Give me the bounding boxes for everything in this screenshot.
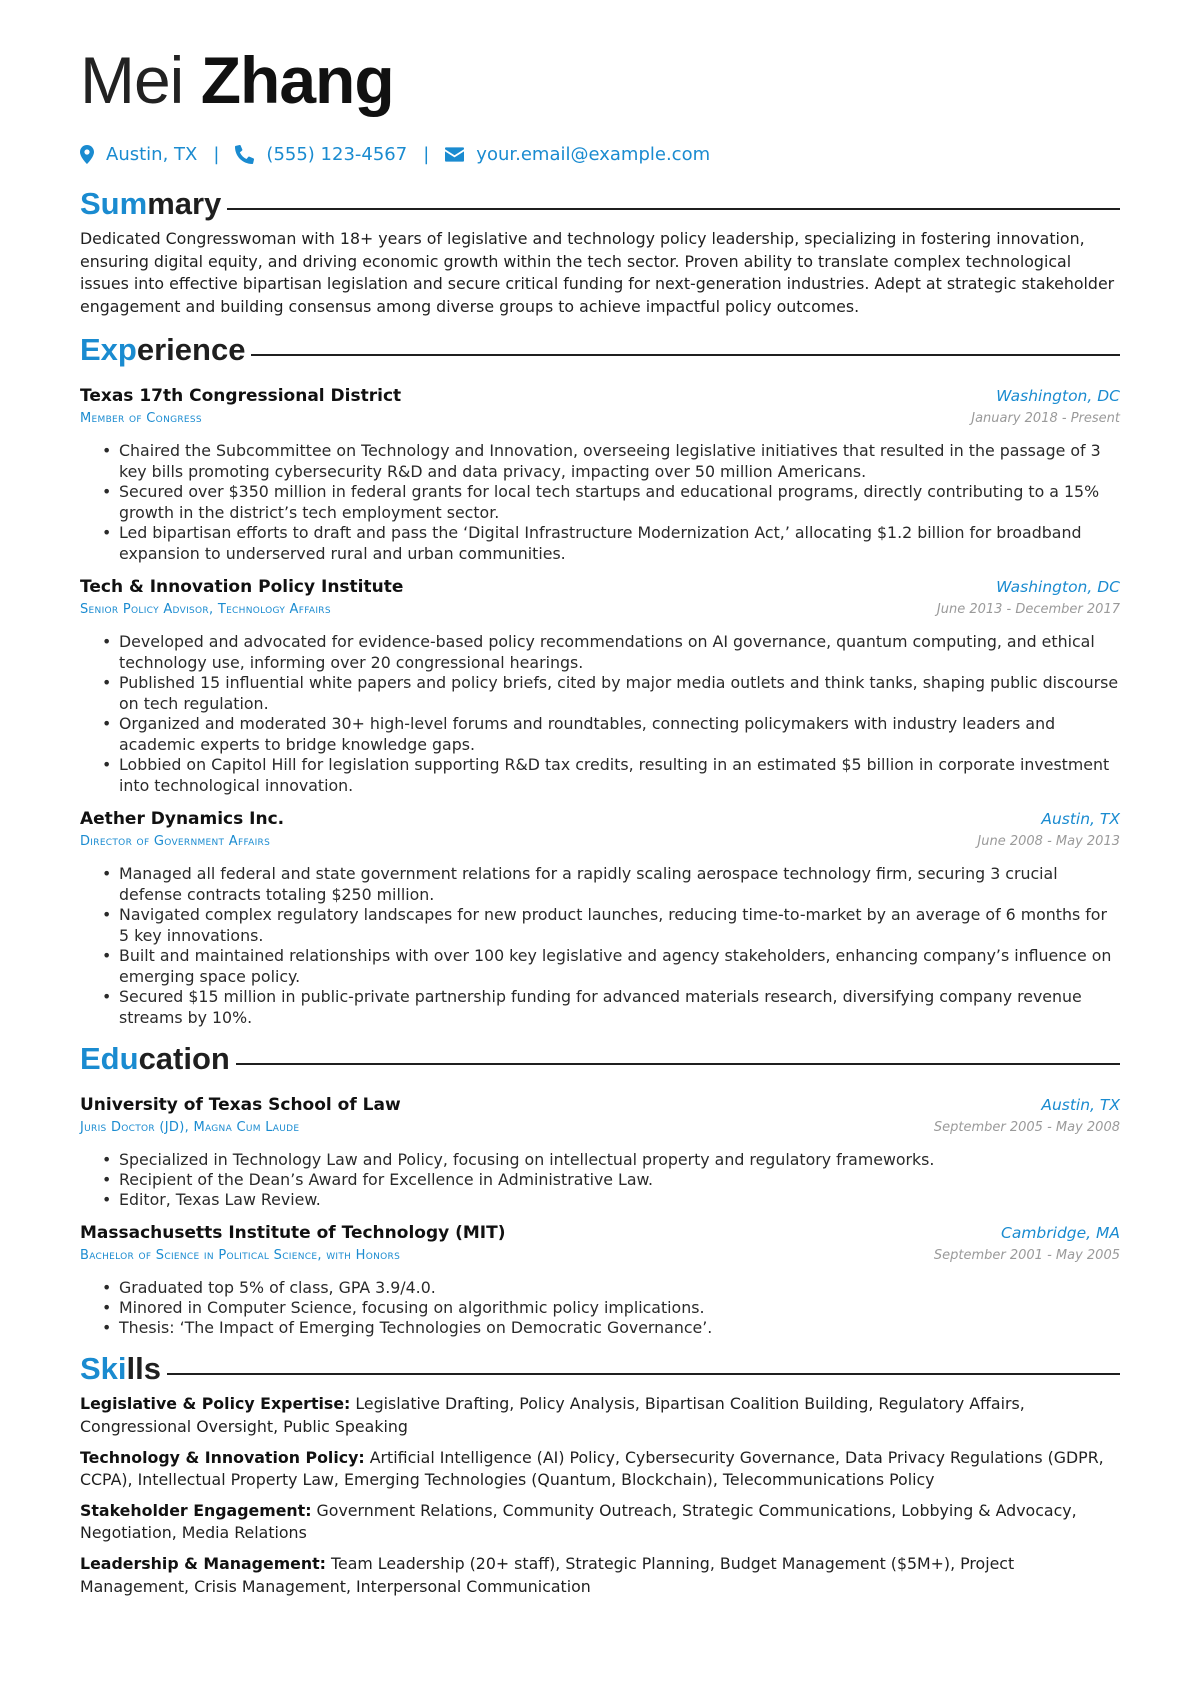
location: Austin, TX [1041, 810, 1120, 829]
date-range: January 2018 - Present [971, 411, 1120, 427]
entry-subheader [80, 1245, 1120, 1267]
entry-subheader [80, 1117, 1120, 1139]
location-text: Austin, TX [106, 143, 198, 165]
skill-label: Leadership & Management: [80, 1553, 326, 1573]
location: Austin, TX [1041, 1096, 1120, 1115]
skill-group [80, 1500, 1120, 1545]
section-title: Skills [80, 1351, 161, 1387]
list-item: • Navigated complex regulatory landscapes for new product launches, reducing time-to-market by an average of 6 months for 5 key innovations. [102, 904, 1120, 946]
organization: Aether Dynamics Inc. [80, 809, 285, 830]
role-title: Member of Congress [80, 411, 202, 427]
location: Washington, DC [996, 387, 1120, 406]
entry-header [80, 575, 1120, 599]
list-item: • Built and maintained relationships with over 100 key legislative and agency stakeholders, enhancing company’s influence on emerging space policy. [102, 945, 1120, 987]
skills-heading [80, 1351, 1120, 1389]
list-item: • Led bipartisan efforts to draft and pass the ‘Digital Infrastructure Modernization Act,’ allocating $1.2 billion for broadband expansion to underserved rural and urban communities. [102, 522, 1120, 564]
section-rule [236, 1063, 1120, 1065]
education-entry [80, 1221, 1120, 1338]
entry-subheader [80, 408, 1120, 430]
list-item: • Minored in Computer Science, focusing on algorithmic policy implications. [102, 1297, 1120, 1318]
list-item: • Editor, Texas Law Review. [102, 1189, 1120, 1210]
experience-entry [80, 384, 1120, 564]
experience-entry [80, 807, 1120, 1028]
date-range: June 2008 - May 2013 [977, 834, 1120, 850]
envelope-icon [445, 147, 464, 162]
organization: Tech & Innovation Policy Institute [80, 577, 404, 598]
section-rule [251, 354, 1120, 356]
contact-phone[interactable] [235, 144, 407, 165]
summary-text: Dedicated Congresswoman with 18+ years of legislative and technology policy leadership, specializing in fostering innovation, ensuring digital equity, and driving economic growth within the tech sector. Proven ability to translate complex technological issues into effective bipartisan legislation and secure critical funding for next-generation industries. Adept at strategic stakeholder engagement and building consensus among diverse groups to achieve impactful policy outcomes. [80, 229, 1115, 316]
resume-page [80, 40, 1120, 1598]
education-heading [80, 1041, 1120, 1079]
role-title: Senior Policy Advisor, Technology Affairs [80, 602, 331, 618]
bullet-list [102, 1277, 1120, 1338]
date-range: September 2005 - May 2008 [933, 1120, 1120, 1136]
phone-icon [235, 145, 254, 164]
skill-group [80, 1553, 1120, 1598]
list-item: • Thesis: ‘The Impact of Emerging Technologies on Democratic Governance’. [102, 1317, 1120, 1338]
section-rule [167, 1373, 1120, 1375]
role-title: Director of Government Affairs [80, 834, 271, 850]
skill-list: Artificial Intelligence (AI) Policy, Cybersecurity Governance, Data Privacy Regulations (GDPR, CCPA), Intellectual Property Law, Emerging Technologies (Quantum, Blockchain), Telecommunications Policy [80, 1447, 1104, 1490]
last-name: Zhang [200, 43, 394, 117]
list-item: • Developed and advocated for evidence-based policy recommendations on AI governance, quantum computing, and ethical technology use, informing over 20 congressional hearings. [102, 631, 1120, 673]
entry-header [80, 807, 1120, 831]
experience-entry [80, 575, 1120, 796]
location: Cambridge, MA [1001, 1224, 1120, 1243]
separator: | [423, 143, 430, 165]
skill-label: Legislative & Policy Expertise: [80, 1394, 351, 1414]
bullet-list [102, 631, 1120, 796]
section-title: Summary [80, 186, 222, 221]
list-item: • Secured over $350 million in federal grants for local tech startups and educational programs, directly contributing to a 15% growth in the district’s tech employment sector. [102, 481, 1120, 523]
section-title: Experience [80, 332, 246, 368]
organization: Texas 17th Congressional District [80, 386, 402, 407]
list-item: • Published 15 influential white papers and policy briefs, cited by major media outlets and think tanks, shaping public discourse on tech regulation. [102, 672, 1120, 714]
contact-location [80, 144, 197, 165]
skill-label: Technology & Innovation Policy: [80, 1447, 365, 1467]
date-range: June 2013 - December 2017 [936, 602, 1120, 618]
first-name: Mei [80, 43, 184, 117]
email-link[interactable]: your.email@example.com [476, 143, 711, 165]
contact-bar [80, 140, 1120, 168]
bullet-list [102, 440, 1120, 564]
skill-list: Legislative Drafting, Policy Analysis, Bipartisan Coalition Building, Regulatory Affairs, Congressional Oversight, Public Speaking [80, 1394, 1025, 1436]
entry-header [80, 1221, 1120, 1245]
list-item: • Organized and moderated 30+ high-level forums and roundtables, connecting policymakers with industry leaders and academic experts to bridge knowledge gaps. [102, 713, 1120, 755]
list-item: • Lobbied on Capitol Hill for legislation supporting R&D tax credits, resulting in an estimated $5 billion in corporate investment into technological innovation. [102, 754, 1120, 796]
section-title: Education [80, 1041, 230, 1077]
bullet-list [102, 863, 1120, 1028]
list-item: • Specialized in Technology Law and Policy, focusing on intellectual property and regulatory frameworks. [102, 1149, 1120, 1170]
date-range: September 2001 - May 2005 [933, 1248, 1120, 1264]
contact-email[interactable] [445, 144, 710, 165]
list-item: • Chaired the Subcommittee on Technology and Innovation, overseeing legislative initiatives that resulted in the passage of 3 key bills promoting cybersecurity R&D and data privacy, impacting over 50 million Americans. [102, 440, 1120, 482]
candidate-name [80, 40, 1120, 120]
skill-list: Team Leadership (20+ staff), Strategic Planning, Budget Management ($5M+), Project Management, Crisis Management, Interpersonal Communication [80, 1553, 1015, 1596]
separator: | [213, 143, 220, 165]
education-entry [80, 1093, 1120, 1210]
skill-label: Stakeholder Engagement: [80, 1500, 312, 1520]
entry-header [80, 1093, 1120, 1117]
entry-subheader [80, 599, 1120, 621]
entry-header [80, 384, 1120, 408]
list-item: • Graduated top 5% of class, GPA 3.9/4.0. [102, 1277, 1120, 1298]
map-pin-icon [80, 145, 94, 164]
list-item: • Recipient of the Dean’s Award for Excellence in Administrative Law. [102, 1169, 1120, 1190]
bullet-list [102, 1149, 1120, 1210]
experience-heading [80, 332, 1120, 370]
list-item: • Managed all federal and state government relations for a rapidly scaling aerospace technology firm, securing 3 crucial defense contracts totaling $250 million. [102, 863, 1120, 905]
entry-subheader [80, 831, 1120, 853]
skill-group [80, 1393, 1120, 1438]
section-rule [227, 208, 1120, 210]
degree: Bachelor of Science in Political Science, with Honors [80, 1248, 401, 1264]
institution: Massachusetts Institute of Technology (MIT) [80, 1223, 506, 1244]
skill-group [80, 1447, 1120, 1492]
list-item: • Secured $15 million in public-private partnership funding for advanced materials research, diversifying company revenue streams by 10%. [102, 986, 1120, 1028]
phone-text: (555) 123-4567 [266, 143, 408, 165]
summary-heading [80, 186, 1120, 224]
institution: University of Texas School of Law [80, 1095, 401, 1116]
location: Washington, DC [996, 578, 1120, 597]
degree: Juris Doctor (JD), Magna Cum Laude [80, 1120, 300, 1136]
skill-list: Government Relations, Community Outreach, Strategic Communications, Lobbying & Advocacy, Negotiation, Media Relations [80, 1500, 1077, 1543]
